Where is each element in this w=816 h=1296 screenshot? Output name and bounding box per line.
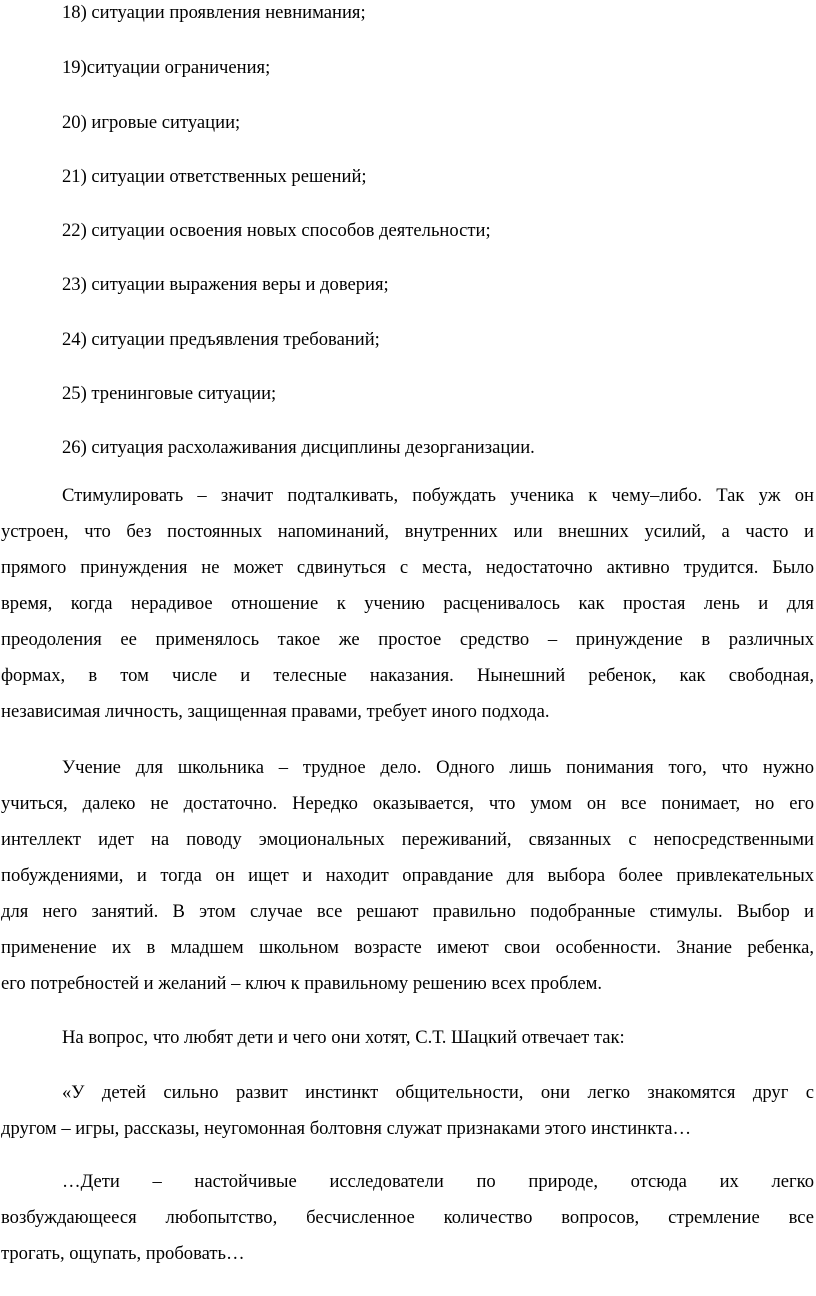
list-item-21: 21) ситуации ответственных решений;	[62, 166, 367, 187]
paragraph-line: Стимулировать – значит подталкивать, побуждать ученика к чему–либо. Так уж он	[62, 485, 814, 506]
list-item-24: 24) ситуации предъявления требований;	[62, 329, 380, 350]
paragraph-learning	[0, 750, 816, 1002]
paragraph-stimulation	[0, 478, 816, 730]
paragraph-line: преодоления ее применялось такое же простое средство – принуждение в различных	[1, 629, 814, 650]
paragraph-line: возбуждающееся любопытство, бесчисленное количество вопросов, стремление все	[1, 1207, 814, 1228]
list-item-23: 23) ситуации выражения веры и доверия;	[62, 274, 389, 295]
paragraph-line: Учение для школьника – трудное дело. Одного лишь понимания того, что нужно	[62, 757, 814, 778]
list-item-26: 26) ситуация расхолаживания дисциплины дезорганизации.	[62, 437, 535, 458]
paragraph-line: «У детей сильно развит инстинкт общительности, они легко знакомятся друг с	[62, 1082, 814, 1103]
paragraph-line: учиться, далеко не достаточно. Нередко оказывается, что умом он все понимает, но его	[1, 793, 814, 814]
paragraph-quote-sociability	[0, 1075, 816, 1147]
paragraph-line: …Дети – настойчивые исследователи по природе, отсюда их легко	[62, 1171, 814, 1192]
paragraph-line: трогать, ощупать, пробовать…	[1, 1243, 245, 1264]
paragraph-line: его потребностей и желаний – ключ к правильному решению всех проблем.	[1, 973, 603, 994]
paragraph-line: другом – игры, рассказы, неугомонная болтовня служат признаками этого инстинкта…	[1, 1118, 692, 1139]
paragraph-quote-curiosity	[0, 1164, 816, 1272]
paragraph-line: устроен, что без постоянных напоминаний, внутренних или внешних усилий, а часто и	[1, 521, 814, 542]
paragraph-line: побуждениями, и тогда он ищет и находит оправдание для выбора более привлекательных	[1, 865, 814, 886]
paragraph-line: На вопрос, что любят дети и чего они хотят, С.Т. Шацкий отвечает так:	[62, 1027, 625, 1048]
list-item-22: 22) ситуации освоения новых способов деятельности;	[62, 220, 491, 241]
paragraph-line: для него занятий. В этом случае все решают правильно подобранные стимулы. Выбор и	[1, 901, 814, 922]
paragraph-line: применение их в младшем школьном возрасте имеют свои особенности. Знание ребенка,	[1, 937, 814, 958]
paragraph-line: формах, в том числе и телесные наказания. Нынешний ребенок, как свободная,	[1, 665, 814, 686]
list-item-18: 18) ситуации проявления невнимания;	[62, 2, 366, 23]
paragraph-shatsky-question	[0, 1020, 816, 1056]
paragraph-line: прямого принуждения не может сдвинуться с места, недостаточно активно трудится. Было	[1, 557, 814, 578]
paragraph-line: независимая личность, защищенная правами, требует иного подхода.	[1, 701, 550, 722]
list-item-19: 19)ситуации ограничения;	[62, 57, 271, 78]
list-item-20: 20) игровые ситуации;	[62, 112, 241, 133]
list-item-25: 25) тренинговые ситуации;	[62, 383, 277, 404]
paragraph-line: интеллект идет на поводу эмоциональных переживаний, связанных с непосредственными	[1, 829, 814, 850]
paragraph-line: время, когда нерадивое отношение к учению расценивалось как простая лень и для	[1, 593, 814, 614]
